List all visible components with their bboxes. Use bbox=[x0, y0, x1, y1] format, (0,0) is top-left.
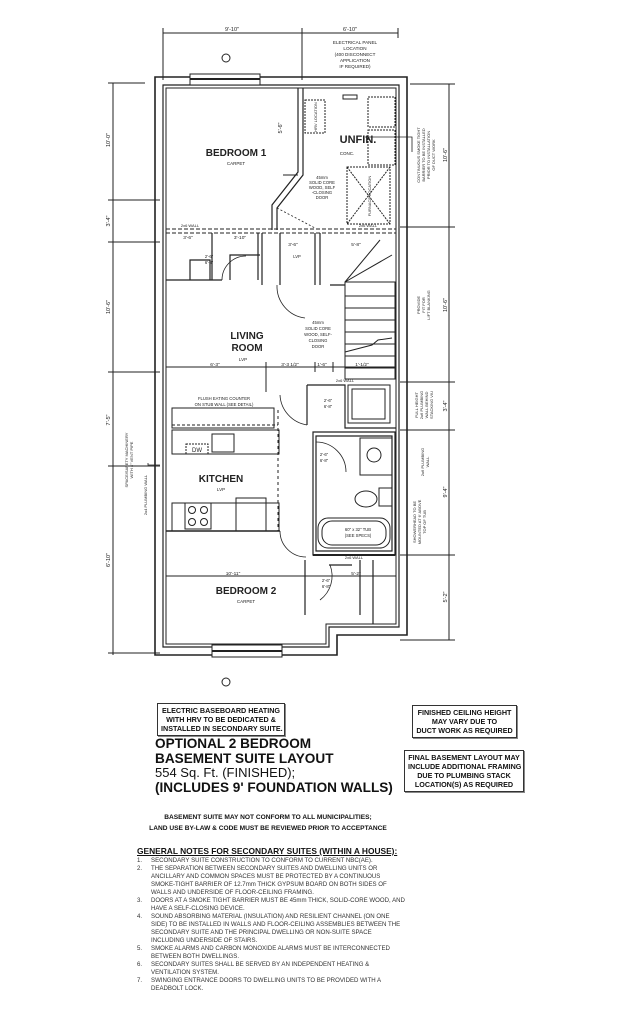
svg-text:BARRIER TO BE INSTALLED: BARRIER TO BE INSTALLED bbox=[421, 128, 426, 182]
wall-label-2x6-bath: 2x6 WALL bbox=[344, 555, 364, 560]
note-item: 6. SECONDARY SUITES SHALL BE SERVED BY AN INDEPENDENT HEATING & VENTILATION SYSTEM. bbox=[137, 961, 370, 976]
wall-label-2x6-left: 2x6 WALL bbox=[180, 223, 200, 228]
svg-text:CONTINUOUS SMOKE TIGHT: CONTINUOUS SMOKE TIGHT bbox=[416, 127, 421, 183]
svg-text:MOUNTED AT 6' ABOVE: MOUNTED AT 6' ABOVE bbox=[417, 499, 422, 545]
dim-bedroom1: 5'-6" bbox=[278, 122, 284, 134]
room-label-bedroom1: BEDROOM 1 bbox=[205, 148, 267, 159]
door-size: 6'-8" bbox=[323, 404, 333, 409]
dim-living-2: 3'-3 1/2" bbox=[281, 363, 299, 368]
door-size: 6'-8" bbox=[204, 260, 214, 265]
ceiling-note-box bbox=[412, 705, 517, 738]
wall-bedroom1 bbox=[272, 88, 303, 230]
plumbing-wall-right-note bbox=[420, 448, 430, 476]
note-line: FINISHED CEILING HEIGHT bbox=[417, 708, 512, 717]
svg-text:2x6 PLUMBING: 2x6 PLUMBING bbox=[420, 447, 425, 477]
stove-icon bbox=[185, 503, 211, 529]
plan-title bbox=[155, 737, 393, 795]
svg-text:WOOD, SELF: WOOD, SELF bbox=[308, 185, 336, 190]
counter-note-2: ON STUB WALL (SEE DETAIL) bbox=[194, 402, 254, 407]
svg-text:APPLICATION: APPLICATION bbox=[339, 58, 371, 63]
dim-left-1: 10'-0" bbox=[106, 132, 112, 148]
title-line: (INCLUDES 9' FOUNDATION WALLS) bbox=[155, 779, 393, 795]
dim-right-3: 3'-4" bbox=[443, 400, 449, 412]
room-label-bedroom2: BEDROOM 2 bbox=[215, 586, 277, 597]
floor-label-unfin: CONC. bbox=[339, 151, 355, 156]
wall-label-2x6-closet: 2x6 WALL bbox=[335, 378, 355, 383]
tub-label: 60" x 32" TUB bbox=[344, 527, 372, 532]
svg-text:SOLID CORE: SOLID CORE bbox=[305, 326, 331, 331]
sink-icon bbox=[212, 434, 234, 452]
svg-text:2x6 PLUMBING: 2x6 PLUMBING bbox=[419, 390, 424, 420]
stack-note bbox=[124, 432, 148, 515]
title-line: OPTIONAL 2 BEDROOM bbox=[155, 736, 312, 751]
note-item: 1. SECONDARY SUITE CONSTRUCTION TO CONFORM TO CURRENT NBC(AE). bbox=[137, 857, 373, 864]
dim-closet-2: 3'-10" bbox=[233, 236, 247, 241]
dim-right-1: 10'-6" bbox=[443, 147, 449, 163]
svg-text:CLOSING: CLOSING bbox=[308, 338, 328, 343]
dim-living-4: 1'-1/2" bbox=[355, 363, 369, 368]
dim-left-3: 10'-6" bbox=[106, 299, 112, 315]
showerhead-note bbox=[412, 499, 427, 544]
note-item: 4. SOUND ABSORBING MATERIAL (INSULATION) AND RESILIENT CHANNEL (ON ONE SIDE) TO BE INSTALLED IN WALLS AND FLOOR-CEILING ASSEMBLIES BETWEEN THE SECONDARY SUITE AND THE PRINCIPAL DWELLING OR NON-SUITE SPACE INCLUDING UNDERSIDE OF STAIRS. bbox=[137, 913, 401, 944]
tub-label-2: (SEE SPECS) bbox=[344, 533, 372, 538]
note-line: DUCT WORK AS REQUIRED bbox=[416, 726, 513, 735]
svg-text:45mm: 45mm bbox=[316, 175, 328, 180]
note-line: MAY VARY DUE TO bbox=[431, 717, 498, 726]
door-note-1 bbox=[309, 175, 336, 200]
svg-text:FIT FOR: FIT FOR bbox=[421, 297, 426, 313]
wall-label-2x6-right: 2x6 WALL bbox=[358, 223, 378, 228]
svg-text:TOP OF TUB: TOP OF TUB bbox=[422, 510, 427, 534]
general-notes bbox=[137, 846, 437, 993]
svg-text:WALL: WALL bbox=[425, 456, 430, 468]
general-notes-heading: GENERAL NOTES FOR SECONDARY SUITES (WITHIN A HOUSE): bbox=[137, 846, 398, 856]
toilet-icon bbox=[355, 491, 377, 507]
svg-text:DOOR: DOOR bbox=[311, 344, 325, 349]
note-line: INCLUDE ADDITIONAL FRAMING bbox=[408, 762, 522, 771]
floor-label-bedroom1: CARPET bbox=[226, 161, 246, 166]
disclaimer-line: BASEMENT SUITE MAY NOT CONFORM TO ALL MUNICIPALITIES; bbox=[164, 814, 372, 821]
svg-text:45mm: 45mm bbox=[312, 320, 324, 325]
floor-label-closet: LVP bbox=[293, 254, 301, 259]
svg-text:PROVIDE: PROVIDE bbox=[416, 295, 421, 315]
svg-text:DOOR: DOOR bbox=[315, 195, 329, 200]
room-label-living: LIVING bbox=[230, 331, 264, 342]
title-line: BASEMENT SUITE LAYOUT bbox=[155, 750, 334, 766]
door-size: 6'-8" bbox=[319, 458, 329, 463]
svg-text:2x4 PLUMBING WALL: 2x4 PLUMBING WALL bbox=[143, 474, 148, 516]
svg-text:-CLOSING: -CLOSING bbox=[311, 190, 333, 195]
layout-note-box bbox=[404, 750, 524, 792]
floor-label-kitchen: LVP bbox=[216, 487, 226, 492]
staircase bbox=[345, 240, 395, 379]
svg-text:(400 DISCONNECT: (400 DISCONNECT bbox=[334, 52, 376, 57]
counter-note: FLUSH EATING COUNTER bbox=[197, 396, 251, 401]
dim-left-4: 7'-5" bbox=[106, 414, 112, 426]
svg-text:SOLID CORE: SOLID CORE bbox=[309, 180, 335, 185]
room-label-kitchen: KITCHEN bbox=[198, 474, 244, 485]
smoke-barrier-note bbox=[416, 127, 436, 183]
door-note-2 bbox=[304, 320, 332, 349]
note-item: 5. SMOKE ALARMS AND CARBON MONOXIDE ALARMS MUST BE INTERCONNECTED BETWEEN BOTH DWELLINGS. bbox=[137, 945, 390, 960]
svg-text:LIFT BLANKING: LIFT BLANKING bbox=[426, 290, 431, 320]
furnace-location-label: FURNACE LOCATION bbox=[367, 175, 372, 217]
door-size: 2'-6" bbox=[319, 452, 329, 457]
dim-bedroom2: 10'-11" bbox=[225, 572, 241, 577]
svg-text:SHOWERHEAD TO BE: SHOWERHEAD TO BE bbox=[412, 500, 417, 544]
svg-text:WITH 4" VENT PIPE: WITH 4" VENT PIPE bbox=[129, 441, 134, 479]
full-height-wall-note bbox=[414, 391, 434, 419]
door-size: 2'-6" bbox=[321, 578, 331, 583]
dim-right-2: 10'-6" bbox=[443, 297, 449, 313]
dim-closet-1: 3'-6" bbox=[183, 236, 193, 241]
section-marker-icon bbox=[222, 54, 230, 62]
room-label-unfin: UNFIN. bbox=[339, 134, 377, 146]
floor-label-living: LVP bbox=[238, 357, 248, 362]
heating-note-box bbox=[157, 703, 285, 736]
door-size: 6'-8" bbox=[321, 584, 331, 589]
disclaimer-line: LAND USE BY-LAW & CODE MUST BE REVIEWED PRIOR TO ACCEPTANCE bbox=[149, 825, 387, 832]
svg-text:ELECTRICAL PANEL: ELECTRICAL PANEL bbox=[332, 40, 378, 45]
door-size: 2'-6" bbox=[204, 254, 214, 259]
note-line: INSTALLED IN SECONDARY SUITE. bbox=[161, 724, 283, 733]
dim-living-3: 1'-6" bbox=[317, 363, 327, 368]
bathroom-sink-icon bbox=[367, 448, 381, 462]
svg-text:WOOD, SELF-: WOOD, SELF- bbox=[304, 332, 332, 337]
electrical-panel-note bbox=[333, 40, 378, 69]
note-item: 3. DOORS AT A SMOKE TIGHT BARRIER MUST BE 45mm THICK, SOLID-CORE WOOD, AND HAVE A SELF-CLOSING DEVICE. bbox=[137, 897, 405, 912]
svg-text:PRIOR TO INSTALLATION: PRIOR TO INSTALLATION bbox=[426, 130, 431, 180]
note-line: DUE TO PLUMBING STACK bbox=[417, 771, 511, 780]
dim-top-2: 6'-10" bbox=[342, 27, 358, 33]
section-marker-icon bbox=[222, 678, 230, 686]
dim-closet-4: 5'-8" bbox=[351, 243, 361, 248]
dim-top-1: 9'-10" bbox=[224, 27, 240, 33]
dim-left-5: 6'-10" bbox=[106, 552, 112, 568]
dim-closet-3: 3'-6" bbox=[288, 243, 298, 248]
note-item: 2. THE SEPARATION BETWEEN SECONDARY SUITES AND DWELLING UNITS OR ANCILLARY AND COMMON SPACES MUST BE PROTECTED BY A CONTINUOUS SMOKE-TIGHT BARRIER OF 12.7mm THICK GYPSUM BOARD ON BOTH SIDES OF WALLS AND UNDERSIDE OF FLOOR-CEILING FRAMING. bbox=[137, 865, 387, 896]
svg-text:LOCATION: LOCATION bbox=[343, 46, 367, 51]
note-line: FINAL BASEMENT LAYOUT MAY bbox=[408, 753, 520, 762]
room-label-living-2: ROOM bbox=[231, 343, 263, 354]
note-line: LOCATION(S) AS REQUIRED bbox=[414, 780, 514, 789]
svg-text:WALL BEHIND: WALL BEHIND bbox=[424, 391, 429, 419]
disclaimer bbox=[130, 812, 406, 834]
note-line: ELECTRIC BASEBOARD HEATING bbox=[161, 706, 281, 715]
dim-right-5: 5'-2" bbox=[443, 591, 449, 603]
svg-text:SPACE/SAFETY MACHINERY: SPACE/SAFETY MACHINERY bbox=[124, 432, 129, 488]
floor-label-bedroom2: CARPET bbox=[236, 599, 256, 604]
dim-left-2: 3'-4" bbox=[106, 215, 112, 227]
dim-bedroom2-closet: 5'-2" bbox=[351, 572, 361, 577]
svg-text:IF REQUIRED): IF REQUIRED) bbox=[339, 64, 371, 69]
svg-text:STACKING VIU: STACKING VIU bbox=[429, 391, 434, 419]
door-size: 2'-6" bbox=[323, 398, 333, 403]
title-line: 554 Sq. Ft. (FINISHED); bbox=[155, 765, 296, 781]
dishwasher-label: DW bbox=[192, 448, 202, 454]
note-item: 7. SWINGING ENTRANCE DOORS TO DWELLING UNITS TO BE PROVIDED WITH A DEADBOLT LOCK. bbox=[137, 977, 381, 992]
provide-note bbox=[416, 290, 431, 320]
dim-living-1: 6'-3" bbox=[210, 363, 220, 368]
dim-right-4: 9'-4" bbox=[443, 486, 449, 498]
hrv-location-label: HRV LOCATION bbox=[313, 102, 318, 132]
note-line: WITH HRV TO BE DEDICATED & bbox=[166, 715, 276, 724]
svg-text:FULL HEIGHT: FULL HEIGHT bbox=[414, 392, 419, 418]
svg-text:OF DUCT WORK: OF DUCT WORK bbox=[431, 139, 436, 171]
